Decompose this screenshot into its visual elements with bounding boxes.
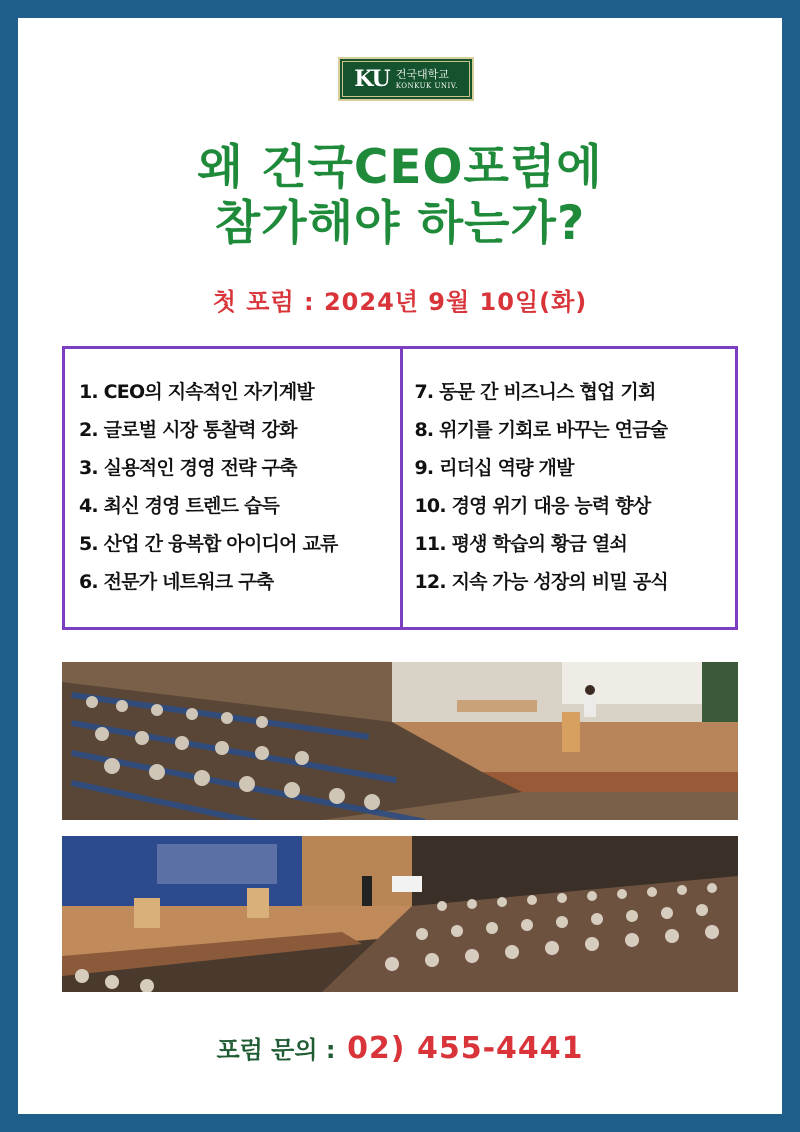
forum-photo-stage: [62, 836, 738, 992]
benefit-item: 6. 전문가 네트워크 구축: [79, 571, 274, 593]
forum-date: 첫 포럼 : 2024년 9월 10일(화): [212, 288, 588, 316]
logo-mark: KU: [354, 66, 390, 92]
benefit-item: 11. 평생 학습의 황금 열쇠: [414, 533, 628, 555]
benefit-item: 7. 동문 간 비즈니스 협업 기회: [414, 381, 656, 403]
benefit-item: 5. 산업 간 융복합 아이디어 교류: [79, 533, 338, 555]
lecture-hall-illustration: [62, 662, 738, 820]
logo-english-name: KONKUK UNIV.: [395, 81, 458, 90]
benefit-item: 9. 리더십 역량 개발: [414, 457, 574, 479]
contact-phone-number[interactable]: 02) 455-4441: [347, 1031, 584, 1066]
title-line-1: 왜 건국CEO포럼에: [197, 140, 603, 195]
benefits-left-column: [65, 349, 400, 627]
konkuk-logo: [338, 57, 474, 101]
forum-stage-illustration: [62, 836, 738, 992]
benefit-item: 8. 위기를 기회로 바꾸는 연금술: [414, 419, 668, 441]
contact-line: [0, 1030, 800, 1066]
benefit-item: 2. 글로벌 시장 통찰력 강화: [79, 419, 297, 441]
logo-korean-name: 건국대학교: [395, 67, 449, 81]
contact-label: 포럼 문의 :: [216, 1036, 336, 1064]
page-title: [0, 140, 800, 252]
benefits-right-column: [400, 349, 736, 627]
title-line-2: 참가해야 하는가?: [214, 196, 586, 251]
benefit-item: 4. 최신 경영 트렌드 습득: [79, 495, 280, 517]
benefit-item: 12. 지속 가능 성장의 비밀 공식: [414, 571, 668, 593]
benefit-item: 1. CEO의 지속적인 자기계발: [79, 381, 314, 403]
benefit-item: 10. 경영 위기 대응 능력 향상: [414, 495, 651, 517]
forum-photo-lecture-hall: [62, 662, 738, 820]
benefits-table: [62, 346, 738, 630]
benefit-item: 3. 실용적인 경영 전략 구축: [79, 457, 297, 479]
